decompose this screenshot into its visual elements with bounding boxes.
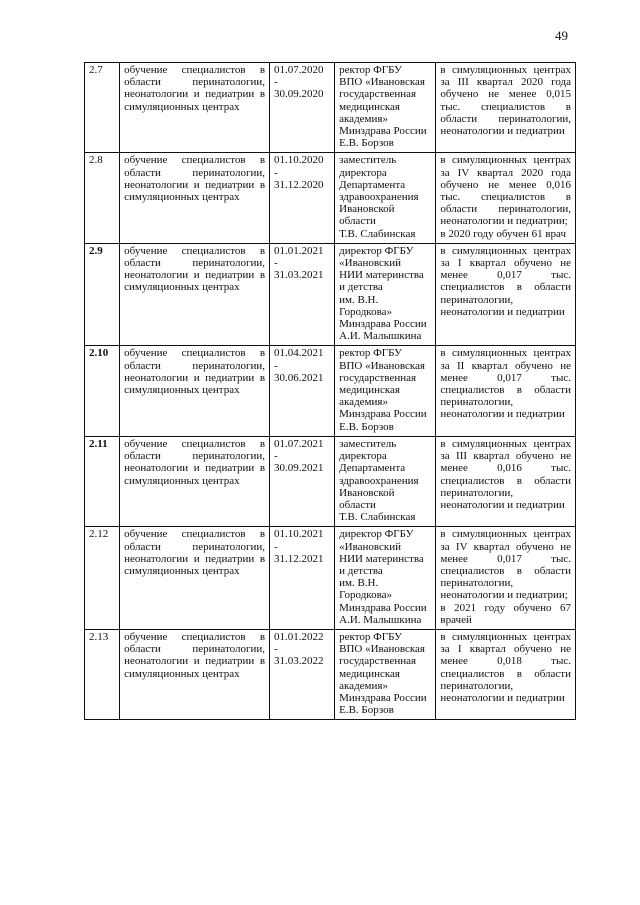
result-indicator [436, 153, 576, 243]
row-number: 2.7 [85, 63, 120, 153]
responsible-line: Департамента [339, 462, 406, 475]
result-indicator [436, 527, 576, 630]
event-description: обучение специалистов в области перинатологии, неонатологии и педиатрии в симуляционных центрах [120, 436, 270, 526]
responsible-line: им. В.Н. [339, 293, 379, 306]
responsible-line: Департамента [339, 178, 406, 191]
row-number: 2.11 [85, 436, 120, 526]
end-date: 31.12.2021 [274, 552, 324, 565]
date-separator: - [274, 643, 278, 656]
responsible-line: ВПО «Ивановская [339, 76, 425, 89]
start-date: 01.01.2022 [274, 630, 324, 643]
responsible-line: заместитель [339, 154, 397, 167]
responsible-line: медицинская [339, 384, 400, 397]
date-separator: - [274, 76, 278, 89]
deadline-cell [270, 153, 335, 243]
responsible-line: Т.В. Слабинская [339, 511, 416, 524]
event-description: обучение специалистов в области перинатологии, неонатологии и педиатрии в симуляционных центрах [120, 63, 270, 153]
event-description: обучение специалистов в области перинатологии, неонатологии и педиатрии в симуляционных центрах [120, 346, 270, 436]
responsible-line: Минздрава России [339, 318, 427, 331]
deadline-cell [270, 436, 335, 526]
table-row [85, 436, 576, 526]
responsible-line: им. В.Н. [339, 577, 379, 590]
table-body [85, 63, 576, 720]
responsible-line: НИИ материнства [339, 552, 424, 565]
row-number: 2.9 [85, 243, 120, 346]
result-indicator [436, 629, 576, 719]
responsible-line: директора [339, 450, 387, 463]
indicator-paragraph: в симуляционных центрах за I квартал обучено не менее 0,017 тыс. специалистов в области перинатологии, неонатологии и педиатрии [440, 244, 574, 318]
action-plan-table [84, 62, 576, 720]
responsible-line: здравоохранения [339, 191, 419, 204]
row-number: 2.12 [85, 527, 120, 630]
end-date: 30.06.2021 [274, 371, 324, 384]
event-description: обучение специалистов в области перинатологии, неонатологии и педиатрии в симуляционных центрах [120, 243, 270, 346]
result-indicator [436, 436, 576, 526]
responsible-line: заместитель [339, 437, 397, 450]
responsible-line: ВПО «Ивановская [339, 643, 425, 656]
responsible-line: и детства [339, 564, 383, 577]
responsible-person [335, 436, 436, 526]
responsible-line: Минздрава России [339, 691, 427, 704]
responsible-line: академия» [339, 396, 388, 409]
responsible-person [335, 346, 436, 436]
event-description: обучение специалистов в области перинатологии, неонатологии и педиатрии в симуляционных центрах [120, 527, 270, 630]
responsible-line: медицинская [339, 100, 400, 113]
responsible-line: ВПО «Ивановская [339, 359, 425, 372]
responsible-line: академия» [339, 679, 388, 692]
responsible-line: ректор ФГБУ [339, 64, 402, 76]
responsible-line: директор ФГБУ [339, 528, 414, 541]
responsible-line: здравоохранения [339, 474, 419, 487]
start-date: 01.04.2021 [274, 347, 324, 360]
table-row [85, 63, 576, 153]
responsible-line: А.И. Малышкина [339, 330, 422, 343]
responsible-line: и детства [339, 281, 383, 294]
start-date: 01.07.2021 [274, 437, 324, 450]
responsible-line: НИИ материнства [339, 269, 424, 282]
event-description: обучение специалистов в области перинатологии, неонатологии и педиатрии в симуляционных центрах [120, 153, 270, 243]
responsible-line: ректор ФГБУ [339, 347, 402, 360]
date-separator: - [274, 257, 278, 270]
responsible-line: государственная [339, 655, 417, 668]
responsible-line: Минздрава России [339, 125, 427, 138]
indicator-paragraph: в симуляционных центрах за III квартал обучено не менее 0,016 тыс. специалистов в области перинатологии, неонатологии и педиатрии [440, 437, 574, 511]
start-date: 01.10.2020 [274, 154, 324, 167]
responsible-line: медицинская [339, 667, 400, 680]
responsible-line: Е.В. Борзов [339, 704, 394, 717]
date-separator: - [274, 359, 278, 372]
responsible-line: государственная [339, 371, 417, 384]
result-indicator [436, 63, 576, 153]
indicator-paragraph: в симуляционных центрах за I квартал обучено не менее 0,018 тыс. специалистов в области перинатологии, неонатологии и педиатрии [440, 630, 574, 704]
responsible-line: Е.В. Борзов [339, 137, 394, 150]
end-date: 31.03.2021 [274, 269, 324, 282]
responsible-line: Е.В. Борзов [339, 420, 394, 433]
responsible-line: государственная [339, 88, 417, 101]
responsible-line: «Ивановский [339, 540, 402, 553]
row-number: 2.8 [85, 153, 120, 243]
responsible-line: А.И. Малышкина [339, 613, 422, 626]
responsible-line: Т.В. Слабинская [339, 227, 416, 240]
indicator-paragraph: в симуляционных центрах за IV квартал обучено не менее 0,017 тыс. специалистов в области перинатологии, неонатологии и педиатрии; [440, 528, 574, 602]
end-date: 30.09.2020 [274, 88, 324, 101]
responsible-line: ректор ФГБУ [339, 630, 402, 643]
responsible-line: Минздрава России [339, 601, 427, 614]
result-indicator [436, 346, 576, 436]
responsible-person [335, 527, 436, 630]
indicator-paragraph: в 2020 году обучен 61 врач [440, 227, 567, 240]
responsible-line: области [339, 215, 376, 228]
responsible-line: Ивановской [339, 486, 395, 499]
table-row [85, 527, 576, 630]
indicator-paragraph: в 2021 году обучено 67 врачей [440, 601, 574, 626]
responsible-person [335, 153, 436, 243]
responsible-line: области [339, 498, 376, 511]
deadline-cell [270, 346, 335, 436]
responsible-line: Минздрава России [339, 408, 427, 421]
responsible-line: «Ивановский [339, 257, 402, 270]
end-date: 31.03.2022 [274, 655, 324, 668]
date-separator: - [274, 166, 278, 179]
row-number: 2.10 [85, 346, 120, 436]
page-number: 49 [555, 28, 568, 43]
deadline-cell [270, 629, 335, 719]
table-row [85, 346, 576, 436]
end-date: 31.12.2020 [274, 178, 324, 191]
start-date: 01.01.2021 [274, 244, 324, 257]
responsible-person [335, 63, 436, 153]
table-row [85, 629, 576, 719]
row-number: 2.13 [85, 629, 120, 719]
responsible-person [335, 243, 436, 346]
responsible-line: директор ФГБУ [339, 244, 414, 257]
table-row [85, 243, 576, 346]
deadline-cell [270, 63, 335, 153]
responsible-line: Городкова» [339, 589, 393, 602]
deadline-cell [270, 243, 335, 346]
start-date: 01.10.2021 [274, 528, 324, 541]
date-separator: - [274, 540, 278, 553]
responsible-line: директора [339, 166, 387, 179]
table-row [85, 153, 576, 243]
indicator-paragraph: в симуляционных центрах за II квартал обучено не менее 0,017 тыс. специалистов в области перинатологии, неонатологии и педиатрии [440, 347, 574, 421]
indicator-paragraph: в симуляционных центрах за IV квартал 2020 года обучено не менее 0,016 тыс. специалистов в области перинатологии, неонатологии и педиатрии; [440, 154, 574, 228]
start-date: 01.07.2020 [274, 64, 324, 76]
date-separator: - [274, 450, 278, 463]
indicator-paragraph: в симуляционных центрах за III квартал 2020 года обучено не менее 0,015 тыс. специалистов в области перинатологии, неонатологии и педиатрии [440, 64, 574, 138]
responsible-line: Городкова» [339, 305, 393, 318]
result-indicator [436, 243, 576, 346]
deadline-cell [270, 527, 335, 630]
end-date: 30.09.2021 [274, 462, 324, 475]
event-description: обучение специалистов в области перинатологии, неонатологии и педиатрии в симуляционных центрах [120, 629, 270, 719]
responsible-line: академия» [339, 112, 388, 125]
responsible-line: Ивановской [339, 203, 395, 216]
responsible-person [335, 629, 436, 719]
